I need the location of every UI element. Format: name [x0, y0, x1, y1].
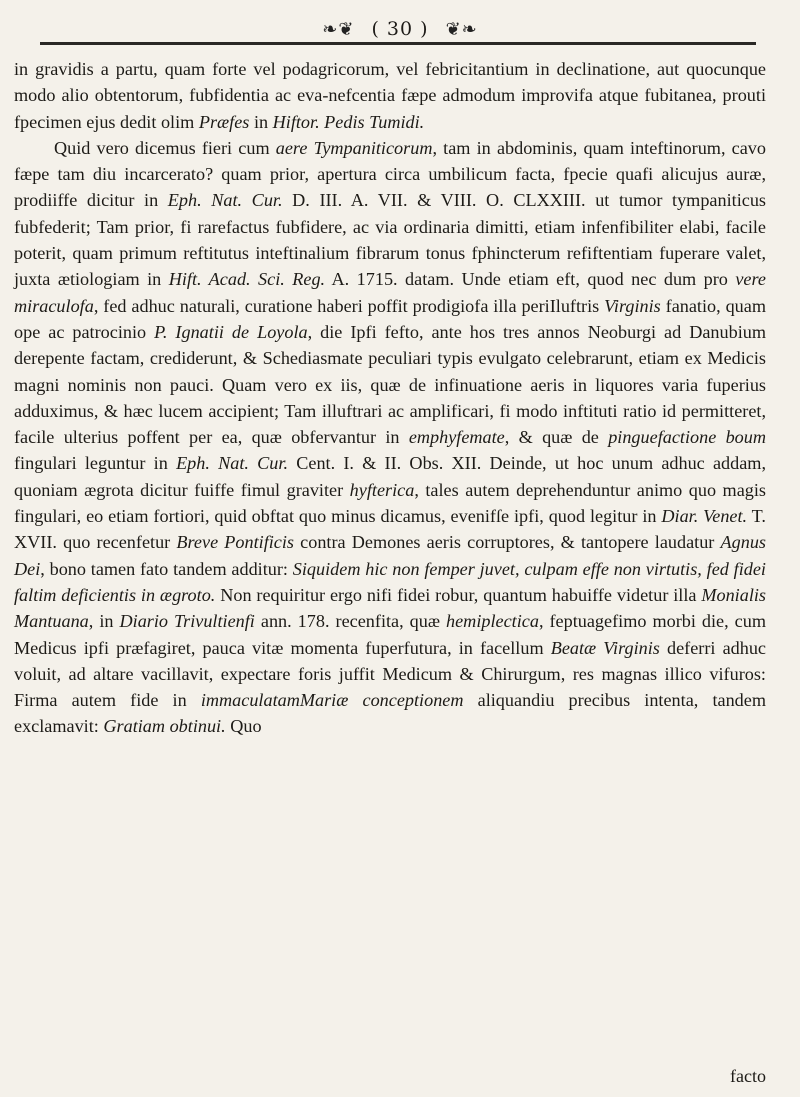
paragraph: [14, 56, 766, 135]
italic-text: pinguefactione boum: [608, 427, 766, 448]
text-run: , feptuagefimo morbi die, cum Medicus ipfi præfagiret, pauca vitæ momenta fuperfutura, in facellum: [14, 611, 766, 658]
italic-text: aere Tympaniticorum: [275, 137, 433, 158]
italic-text: Beatæ Virginis: [550, 637, 660, 658]
italic-text: Agnus Dei: [14, 532, 766, 579]
text-run: , tam in abdominis, quam inteftinorum, cavo fæpe tam diu incarcerato? quam prior, apertura circa umbilicum facta, fpecie quafi alicujus auræ, prodiiffe dicitur in: [14, 137, 766, 211]
text-run: Non requiritur ergo nifi fidei robur, quantum habuiffe videtur illa: [215, 584, 702, 605]
italic-text: Eph. Nat. Cur.: [167, 190, 283, 211]
italic-text: Eph. Nat. Cur.: [176, 453, 289, 474]
text-run: , fed adhuc naturali, curatione haberi poffit prodigiofa illa periIluftris: [93, 295, 605, 316]
italic-text: Præfes: [198, 111, 250, 132]
italic-text: hyfterica: [349, 479, 415, 500]
text-run: contra Demones aeris corruptores, & tantopere laudatur: [294, 532, 721, 553]
text-run: fingulari leguntur in: [14, 453, 177, 474]
italic-text: Hiftor. Pedis Tumidi.: [272, 111, 425, 132]
text-run: T. XVII. quo recenfetur: [14, 506, 766, 553]
text-run: , bono tamen fato tandem additur:: [40, 558, 293, 579]
text-run: ann. 178. recenfita, quæ: [254, 611, 447, 632]
running-header: [0, 18, 800, 40]
paragraph: [14, 135, 766, 740]
text-run: aliquandiu precibus intenta, tandem exclamavit:: [14, 690, 766, 737]
italic-text: vere miraculofa: [14, 269, 766, 316]
italic-text: Diar. Venet.: [661, 506, 748, 527]
italic-text: emphyfemate: [408, 427, 505, 448]
italic-text: Diario Trivultienfi: [119, 611, 255, 632]
text-run: Quo: [225, 716, 262, 737]
ornament-right-icon: ❦❧: [445, 19, 478, 40]
italic-text: hemiplectica: [446, 611, 539, 632]
italic-text: P. Ignatii de Loyola: [154, 321, 308, 342]
text-run: deferri adhuc voluit, ad altare vacillavit, expectare foris juffit Medicum & Chirurgum, res magnas illico vifuros: Firma autem fide in: [14, 637, 767, 711]
italic-text: Gratiam obtinui.: [103, 716, 226, 737]
ornament-left-icon: ❧❦: [322, 19, 355, 40]
italic-text: Hift. Acad. Sci. Reg.: [168, 269, 326, 290]
text-run: D. III. A. VII. & VIII. O. CLXXIII. ut tumor tympaniticus fubfederit; Tam prior, fi rarefactus fubfidere, ac via ordinaria dimitti, etiam infenfibiliter elabi, facile poterit, quam primum reftitutus inteftinalium fibrarum tonus fphincterum refiftentiam fuperare valet, juxta ætiologiam in: [14, 190, 766, 290]
text-run: in gravidis a partu, quam forte vel podagricorum, vel febricitantium in declinatione, aut quocunque modo alio obtentorum, fubfidentia ac eva-nefcentia fæpe admodum improvifa atque fubitanea, prouti fpecimen ejus dedit olim: [14, 59, 766, 132]
text-run: , tales autem deprehenduntur animo quo magis fingulari, eo etiam fortiori, quid obftat quo minus dicamus, evenifſe ipfi, quod legitur in: [14, 479, 766, 527]
body-text: [14, 56, 766, 740]
page-number: ( 30 ): [371, 18, 429, 40]
text-run: A. 1715. datam. Unde etiam eft, quod nec dum pro: [325, 269, 736, 290]
text-run: Quid vero dicemus fieri cum: [54, 137, 276, 158]
text-run: , & quæ de: [504, 427, 609, 448]
text-run: , in: [88, 611, 120, 632]
catchword: facto: [730, 1066, 766, 1086]
italic-text: Siquidem hic non femper juvet, culpam effe non virtutis, fed fidei faltim deficientis in ægroto.: [14, 558, 766, 605]
text-run: in: [249, 111, 273, 132]
italic-text: Monialis Mantuana: [14, 584, 767, 632]
text-run: Cent. I. & II. Obs. XII. Deinde, ut hoc unum adhuc addam, quoniam ægrota dicitur fuiffe fimul graviter: [14, 453, 766, 500]
italic-text: immaculatamMariæ conceptionem: [200, 690, 464, 711]
text-run: fanatio, quam ope ac patrocinio: [14, 295, 766, 342]
header-rule: [40, 42, 756, 45]
italic-text: Breve Pontificis: [176, 532, 295, 553]
text-run: , die Ipfi fefto, ante hos tres annos Neoburgi ad Danubium derepente factam, crediderunt, & Schediasmate peculiari typis evulgato celebrarunt, etiam ex Medicis magni nominis non pauci. Quam vero ex iis, quæ de infinuatione aeris in liquores varia fuperius adduximus, & hæc lucem accipient; Tam illuftrari ac amplificari, fi modo inftituti ratio id permitteret, facile ulterius poffent per ea, quæ obfervantur in: [14, 321, 766, 448]
italic-text: Virginis: [604, 295, 661, 316]
